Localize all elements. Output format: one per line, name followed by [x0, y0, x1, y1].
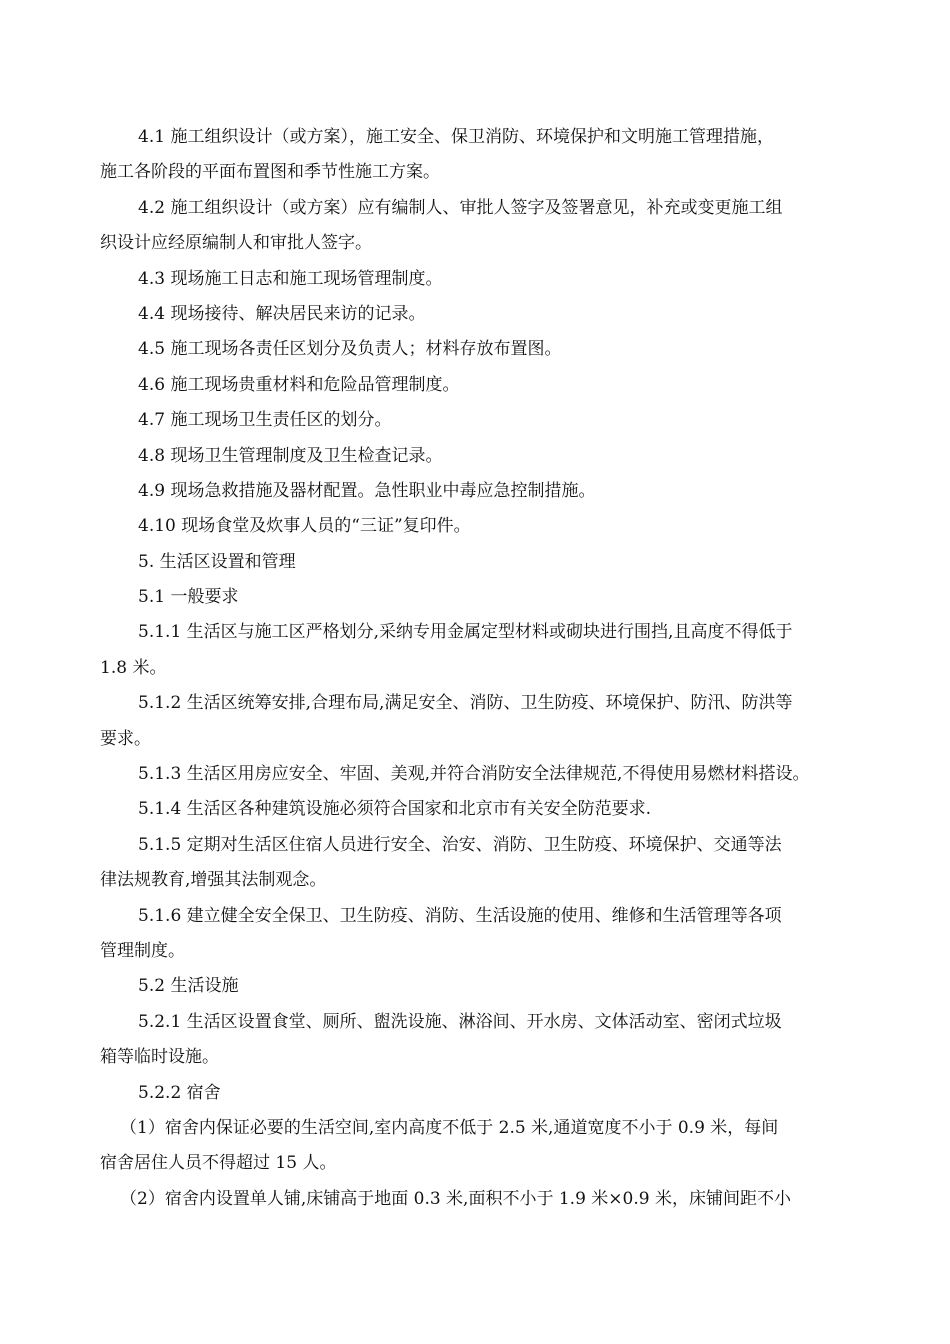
paragraph-4-10: 4.10 现场食堂及炊事人员的“三证”复印件。	[138, 516, 471, 537]
paragraph-5-1-4: 5.1.4 生活区各种建筑设施必须符合国家和北京市有关安全防范要求.	[138, 799, 652, 820]
paragraph-5-1-5-line-1: 5.1.5 定期对生活区住宿人员进行安全、治安、消防、卫生防疫、环境保护、交通等法	[138, 834, 782, 855]
paragraph-4-1-line-1: 4.1 施工组织设计（或方案），施工安全、保卫消防、环境保护和文明施工管理措施，	[138, 127, 774, 147]
paragraph-4-8: 4.8 现场卫生管理制度及卫生检查记录。	[138, 445, 443, 466]
paragraph-5-2-1-line-2: 箱等临时设施。	[100, 1047, 219, 1068]
paragraph-4-6: 4.6 施工现场贵重材料和危险品管理制度。	[138, 374, 460, 395]
section-5-2-2-heading: 5.2.2 宿舍	[138, 1082, 221, 1103]
paragraph-5-1-6-line-2: 管理制度。	[100, 940, 185, 961]
paragraph-4-4: 4.4 现场接待、解决居民来访的记录。	[138, 303, 426, 324]
section-5-heading: 5. 生活区设置和管理	[138, 551, 296, 572]
paragraph-5-1-3: 5.1.3 生活区用房应安全、牢固、美观,并符合消防安全法律规范,不得使用易燃材料搭设。	[138, 764, 810, 785]
paragraph-5-1-6-line-1: 5.1.6 建立健全安全保卫、卫生防疫、消防、生活设施的使用、维修和生活管理等各项	[138, 905, 782, 926]
document-body	[100, 120, 860, 1217]
paragraph-4-2-line-2: 织设计应经原编制人和审批人签字。	[100, 233, 372, 254]
paragraph-4-3: 4.3 现场施工日志和施工现场管理制度。	[138, 268, 443, 289]
item-1-line-1: （1）宿舍内保证必要的生活空间,室内高度不低于 2.5 米,通道宽度不小于 0.9 米，每间	[120, 1117, 779, 1138]
paragraph-4-7: 4.7 施工现场卫生责任区的划分。	[138, 410, 392, 431]
paragraph-5-1-5-line-2: 律法规教育,增强其法制观念。	[100, 870, 327, 891]
paragraph-4-2-line-1: 4.2 施工组织设计（或方案）应有编制人、审批人签字及签署意见，补充或变更施工组	[138, 197, 783, 218]
section-5-1-heading: 5.1 一般要求	[138, 587, 239, 608]
paragraph-4-9: 4.9 现场急救措施及器材配置。急性职业中毒应急控制措施。	[138, 480, 596, 501]
paragraph-5-1-1-line-1: 5.1.1 生活区与施工区严格划分,采纳专用金属定型材料或砌块进行围挡,且高度不得低于	[138, 622, 793, 643]
paragraph-5-1-1-line-2: 1.8 米。	[100, 657, 167, 678]
paragraph-5-1-2-line-2: 要求。	[100, 728, 151, 749]
paragraph-5-2-1-line-1: 5.2.1 生活区设置食堂、厕所、盥洗设施、淋浴间、开水房、文体活动室、密闭式垃圾	[138, 1011, 782, 1032]
item-2-line-1: （2）宿舍内设置单人铺,床铺高于地面 0.3 米,面积不小于 1.9 米×0.9 米，床铺间距不小	[120, 1188, 791, 1209]
item-1-line-2: 宿舍居住人员不得超过 15 人。	[100, 1153, 337, 1174]
paragraph-4-1-line-2: 施工各阶段的平面布置图和季节性施工方案。	[100, 162, 440, 183]
paragraph-4-5: 4.5 施工现场各责任区划分及负责人；材料存放布置图。	[138, 339, 562, 360]
section-5-2-heading: 5.2 生活设施	[138, 976, 239, 997]
paragraph-5-1-2-line-1: 5.1.2 生活区统筹安排,合理布局,满足安全、消防、卫生防疫、环境保护、防汛、防洪等	[138, 693, 793, 714]
